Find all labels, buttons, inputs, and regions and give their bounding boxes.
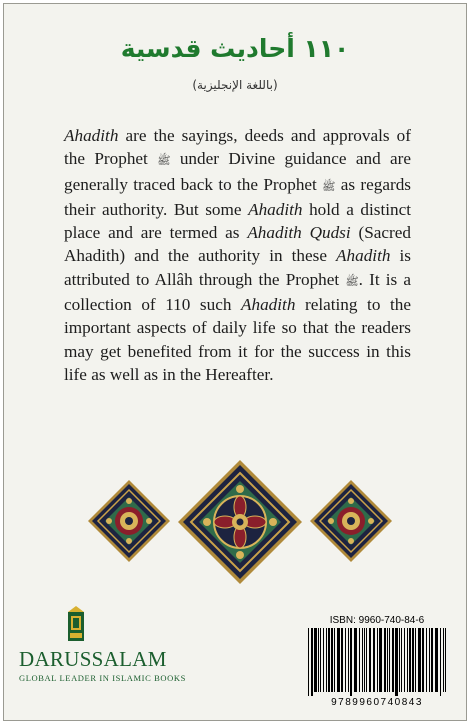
term-ahadith: Ahadith xyxy=(64,126,119,145)
pbuh-glyph: ﷺ xyxy=(157,154,171,168)
pbuh-glyph: ﷺ xyxy=(345,274,359,288)
barcode xyxy=(302,615,452,712)
text-run: under Divine guidance and are generally traced back to the Prophet xyxy=(64,149,412,194)
isbn-label: ISBN: 9960-740-84-6 xyxy=(329,615,425,626)
text-run: hold a distinct place and are termed as xyxy=(64,199,412,243)
text-run: is attributed to Allâh through the Prophet xyxy=(64,246,411,289)
islamic-diamond-ornament-icon xyxy=(177,459,303,585)
barcode-number: 9789960740843 xyxy=(331,697,423,708)
term-ahadith: Ahadith xyxy=(336,246,391,266)
term-ahadith: Ahadith xyxy=(241,295,296,315)
ornament-row xyxy=(4,459,466,589)
darussalam-logo-icon xyxy=(67,606,85,642)
barcode-bars xyxy=(302,628,452,696)
book-back-cover xyxy=(3,3,467,721)
islamic-diamond-ornament-icon xyxy=(87,479,171,563)
text-run: are the sayings, deeds and approvals of the Prophet xyxy=(64,126,411,169)
pbuh-glyph: ﷺ xyxy=(322,179,336,193)
text-run: . It is a collection of 110 such xyxy=(64,269,411,315)
arabic-subtitle: (باللغة الإنجليزية) xyxy=(192,78,278,92)
text-run: as regards their authority. But some xyxy=(64,174,411,219)
text-run: (Sacred Ahadith) and the authority in these xyxy=(64,223,411,266)
publisher-tagline: GLOBAL LEADER IN ISLAMIC BOOKS xyxy=(19,673,186,683)
term-ahadith-qudsi: Ahadith Qudsi xyxy=(247,223,351,243)
islamic-diamond-ornament-icon xyxy=(309,479,393,563)
term-ahadith: Ahadith xyxy=(248,199,303,219)
arabic-title: ١١٠ أحاديث قدسية xyxy=(120,34,350,63)
publisher-name: DARUSSALAM xyxy=(19,647,167,671)
text-run: relating to the important aspects of daily life so that the readers may get benefited from it for the success in this life as well as in the Hereafter. xyxy=(64,295,411,384)
description-paragraph xyxy=(64,124,411,386)
